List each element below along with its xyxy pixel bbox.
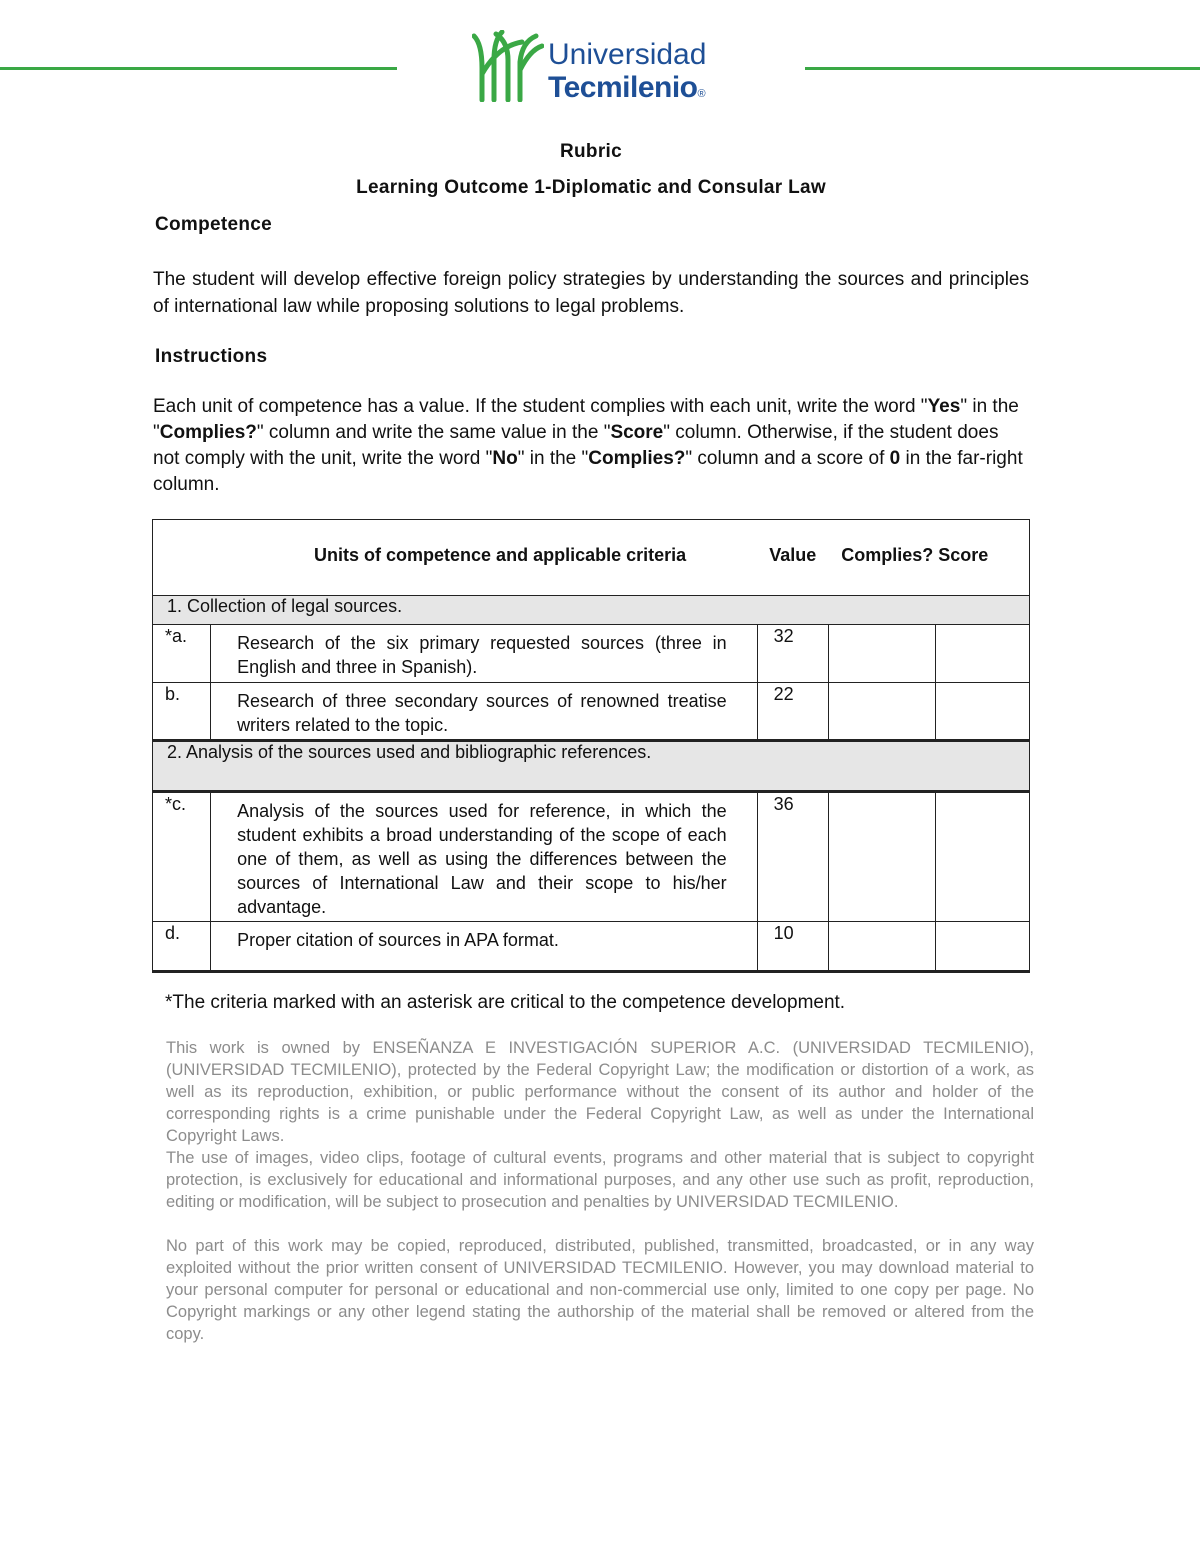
- section-title: 1. Collection of legal sources.: [153, 596, 1030, 625]
- rubric-table: [152, 519, 1030, 973]
- legal-paragraph-2: The use of images, video clips, footage of cultural events, programs and other material that is subject to copyright protection, is exclusively for educational and informational purposes, and any other use such as profit, reproduction, editing or modification, will be subject to prosecution and penalties by UNIVERSIDAD TECMILENIO.: [166, 1149, 1034, 1211]
- header-rule-right: [805, 67, 1200, 70]
- page-subtitle: Learning Outcome 1-Diplomatic and Consular Law: [356, 177, 826, 198]
- section-title: 2. Analysis of the sources used and bibliographic references.: [153, 741, 1030, 792]
- instructions-text: Each unit of competence has a value. If the student complies with each unit, write the word "Yes" in the "Complies?" column and write the same value in the "Score" column. Otherwise, if the student does not comply with the unit, write the word "No" in the "Complies?" column and a score of 0 in the far-right column.: [153, 396, 1023, 495]
- instructions-heading: Instructions: [155, 346, 268, 367]
- criterion-value: 22: [757, 683, 828, 741]
- criterion-value: 10: [757, 922, 828, 972]
- score-cell[interactable]: [935, 683, 1029, 741]
- logo-line-tecmilenio: Tecmilenio®: [548, 71, 706, 104]
- criterion-label: d.: [153, 922, 211, 972]
- criterion-label: *a.: [153, 625, 211, 683]
- header-complies-score: Complies? Score: [828, 520, 1029, 569]
- header-value: Value: [757, 520, 828, 569]
- competence-text: The student will develop effective foreign policy strategies by understanding the sources and principles of international law while proposing solutions to legal problems.: [153, 269, 1029, 317]
- table-row: [153, 922, 1030, 972]
- criterion-value: 32: [757, 625, 828, 683]
- header-criteria: Units of competence and applicable criteria: [153, 520, 758, 569]
- palm-leaf-icon: [472, 30, 544, 102]
- table-row: [153, 792, 1030, 922]
- section-row-1: [153, 596, 1030, 625]
- criterion-label: b.: [153, 683, 211, 741]
- header-rule-left: [0, 67, 397, 70]
- table-row: [153, 683, 1030, 741]
- page-title: Rubric: [560, 141, 622, 162]
- critical-note: *The criteria marked with an asterisk are critical to the competence development.: [165, 992, 846, 1013]
- criterion-value: 36: [757, 792, 828, 922]
- score-cell[interactable]: [935, 922, 1029, 972]
- criterion-text: Analysis of the sources used for reference, in which the student exhibits a broad understanding of the scope of each one of them, as well as using the differences between the sources of International Law and their scope to his/her advantage.: [211, 792, 758, 922]
- section-row-2: [153, 741, 1030, 792]
- table-header-row: [153, 520, 1030, 569]
- criterion-text: Proper citation of sources in APA format.: [211, 922, 758, 972]
- complies-cell[interactable]: [828, 625, 935, 683]
- competence-heading: Competence: [155, 214, 273, 235]
- score-cell[interactable]: [935, 625, 1029, 683]
- legal-paragraph-3: No part of this work may be copied, reproduced, distributed, published, transmitted, broadcasted, or in any way exploited without the prior written consent of UNIVERSIDAD TECMILENIO. However, you may download material to your personal computer for personal or educational and non-commercial use only, limited to one copy per page. No Copyright markings or any other legend stating the authorship of the material shall be removed or altered from the copy.: [166, 1237, 1034, 1343]
- complies-cell[interactable]: [828, 683, 935, 741]
- university-logo: [472, 30, 732, 104]
- complies-cell[interactable]: [828, 922, 935, 972]
- complies-cell[interactable]: [828, 792, 935, 922]
- criterion-text: Research of the six primary requested sources (three in English and three in Spanish).: [211, 625, 758, 683]
- table-row: [153, 625, 1030, 683]
- logo-line-universidad: Universidad: [548, 38, 707, 71]
- table-blank-row: [153, 568, 1030, 596]
- criterion-text: Research of three secondary sources of renowned treatise writers related to the topic.: [211, 683, 758, 741]
- score-cell[interactable]: [935, 792, 1029, 922]
- legal-paragraph-1: This work is owned by ENSEÑANZA E INVESTIGACIÓN SUPERIOR A.C. (UNIVERSIDAD TECMILENIO), (UNIVERSIDAD TECMILENIO), protected by the Federal Copyright Law; the modification or distortion of a work, as well as its reproduction, exhibition, or public performance without the consent of its author and holder of the corresponding rights is a crime punishable under the Federal Copyright Law, as well as under the International Copyright Laws.: [166, 1039, 1034, 1145]
- criterion-label: *c.: [153, 792, 211, 922]
